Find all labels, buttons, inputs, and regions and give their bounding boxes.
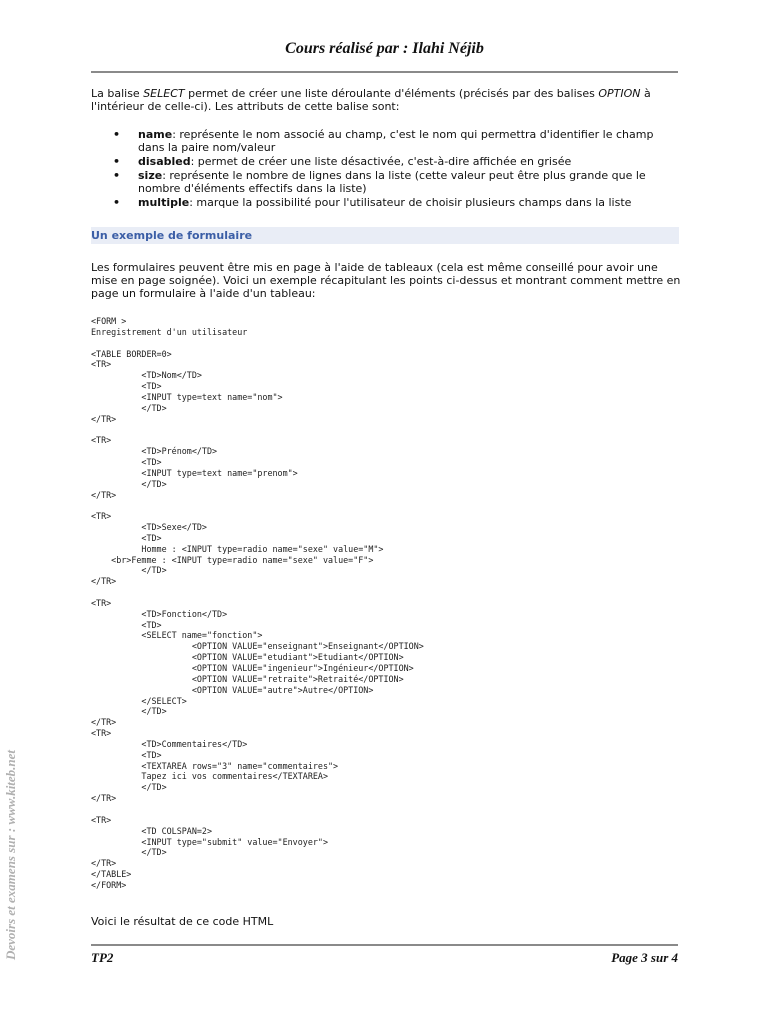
footer-page-number: Page 3 sur 4 <box>611 950 678 965</box>
list-item <box>91 155 681 168</box>
result-paragraph: Voici le résultat de ce code HTML <box>91 915 274 928</box>
side-watermark: Devoirs et examens sur : www.kiteb.net <box>3 749 18 960</box>
attribute-desc: : représente le nombre de lignes dans la liste (cette valeur peut être plus grande que le nombre d'éléments effectifs dans la liste) <box>138 169 646 195</box>
list-item <box>91 169 681 195</box>
list-item <box>91 128 681 154</box>
section-heading-bar <box>91 227 679 244</box>
footer-tp-label: TP2 <box>91 950 114 965</box>
attribute-desc: : marque la possibilité pour l'utilisateur de choisir plusieurs champs dans la liste <box>189 196 632 209</box>
list-item <box>91 196 681 209</box>
intro-text-1: La balise <box>91 87 144 100</box>
page-header-title: Cours réalisé par : Ilahi Néjib <box>285 40 484 57</box>
intro-text-3: à l'intérieur de celle-ci). Les attributs de cette balise sont: <box>91 87 651 113</box>
bullet-icon: • <box>113 155 121 168</box>
header-rule <box>91 71 678 73</box>
attribute-desc: : permet de créer une liste désactivée, c'est-à-dire affichée en grisée <box>190 155 572 168</box>
bullet-icon: • <box>113 196 121 209</box>
intro-option-keyword: OPTION <box>598 87 641 100</box>
intro-text-2: permet de créer une liste déroulante d'éléments (précisés par des balises <box>184 87 599 100</box>
attribute-name: size <box>138 169 163 182</box>
attribute-name: disabled <box>138 155 191 168</box>
attribute-desc: : représente le nom associé au champ, c'est le nom qui permettra d'identifier le champ dans la paire nom/valeur <box>138 128 654 154</box>
bullet-icon: • <box>113 128 121 141</box>
forms-paragraph: Les formulaires peuvent être mis en page à l'aide de tableaux (cela est même conseillé pour avoir une mise en page soignée). Voici un exemple récapitulant les points ci-dessus et montrant comment mettre en page un formulaire à l'aide d'un tableau: <box>91 261 681 300</box>
section-title: Un exemple de formulaire <box>91 229 253 242</box>
attribute-list <box>91 128 681 210</box>
bullet-icon: • <box>113 169 121 182</box>
intro-select-keyword: SELECT <box>143 87 185 100</box>
html-code-block: <FORM > Enregistrement d'un utilisateur <TABLE BORDER=0> <TR> <TD>Nom</TD> <TD> <INPUT type=text name="nom"> </TD> </TR> <TR> <TD>Prénom</TD> <TD> <INPUT type=text name="prenom"> </TD> </TR> <TR> <TD>Sexe</TD> <TD> Homme : <INPUT type=radio name="sexe" value="M"> <br>Femme : <INPUT type=radio name="sexe" value="F"> </TD> </TR> <TR> <TD>Fonction</TD> <TD> <SELECT name="fonction"> <OPTION VALUE="enseignant">Enseignant</OPTION> <OPTION VALUE="etudiant">Etudiant</OPTION> <OPTION VALUE="ingenieur">Ingénieur</OPTION> <OPTION VALUE="retraite">Retraité</OPTION> <OPTION VALUE="autre">Autre</OPTION> </SELECT> </TD> </TR> <TR> <TD>Commentaires</TD> <TD> <TEXTAREA rows="3" name="commentaires"> Tapez ici vos commentaires</TEXTAREA> </TD> </TR> <TR> <TD COLSPAN=2> <INPUT type="submit" value="Envoyer"> </TD> </TR> </TABLE> </FORM> <box>91 316 424 890</box>
intro-paragraph <box>91 87 681 113</box>
footer-rule <box>91 944 678 946</box>
attribute-name: name <box>138 128 173 141</box>
attribute-name: multiple <box>138 196 190 209</box>
